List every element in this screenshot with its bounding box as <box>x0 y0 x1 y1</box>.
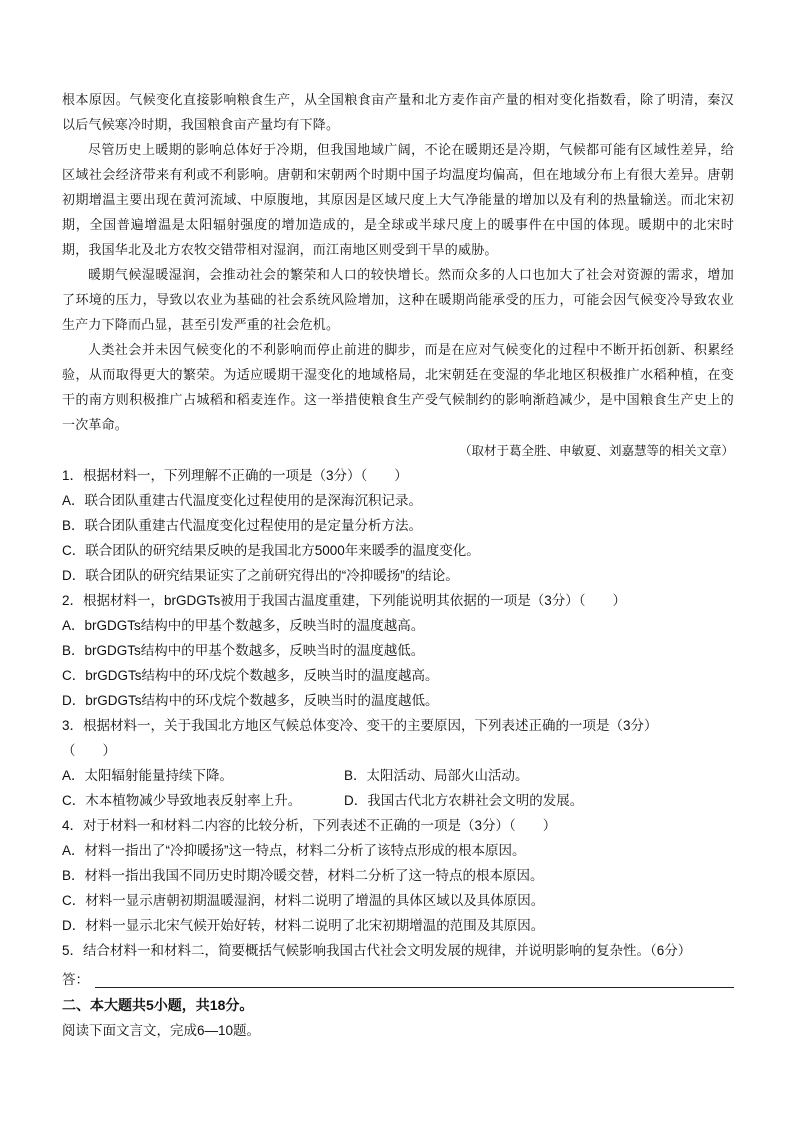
section-intro: 阅读下面文言文，完成6—10题。 <box>62 1023 261 1038</box>
answer-area[interactable] <box>62 963 734 988</box>
question-3-option-d: D．我国古代北方农耕社会文明的发展。 <box>344 793 584 808</box>
question-4-option-d: D．材料一显示北宋气候开始好转，材料二说明了北宋初期增温的范围及其原因。 <box>62 918 545 933</box>
passage-paragraph-4: 人类社会并未因气候变化的不利影响而停止前进的脚步，而是在应对气候变化的过程中不断开拓创新、积累经验，从而取得更大的繁荣。为适应暖期干湿变化的地域格局，北宋朝廷在变湿的华北地区积极推广水稻种植，在变干的南方则积极推广占城稻和稻麦连作。这一举措使粮食生产受气候制约的影响渐趋减少，是中国粮食生产史上的一次革命。 <box>62 343 734 433</box>
passage-paragraph-1: 根本原因。气候变化直接影响粮食生产，从全国粮食亩产量和北方麦作亩产量的相对变化指数看，除了明清，秦汉以后气候寒冷时期，我国粮食亩产量均有下降。 <box>62 93 734 133</box>
passage-paragraph-3: 暖期气候湿暖湿润，会推动社会的繁荣和人口的较快增长。然而众多的人口也加大了社会对资源的需求，增加了环境的压力，导致以农业为基础的社会系统风险增加，这种在暖期尚能承受的压力，可能会因气候变冷导致农业生产力下降而凸显，甚至引发严重的社会危机。 <box>62 268 734 333</box>
question-3-options-row-1 <box>62 763 734 788</box>
question-1-option-c: C．联合团队的研究结果反映的是我国北方5000年来暖季的温度变化。 <box>62 543 480 558</box>
question-5-stem: 5．结合材料一和材料二，简要概括气候影响我国古代社会文明发展的规律，并说明影响的复杂性。（6分） <box>62 943 692 958</box>
question-4-option-c: C．材料一显示唐朝初期温暖湿润，材料二说明了增温的具体区域以及具体原因。 <box>62 893 545 908</box>
question-4-option-b: B．材料一指出我国不同历史时期冷暖交替，材料二分析了这一特点的根本原因。 <box>62 868 544 883</box>
question-2-option-b: B．brGDGTs结构中的甲基个数越多，反映当时的温度越低。 <box>62 643 425 658</box>
answer-line[interactable] <box>95 970 734 988</box>
question-3-options-row-2 <box>62 788 734 813</box>
exam-page <box>62 88 734 1043</box>
question-1-option-a: A．联合团队重建古代温度变化过程使用的是深海沉积记录。 <box>62 493 423 508</box>
question-1-option-b: B．联合团队重建古代温度变化过程使用的是定量分析方法。 <box>62 518 423 533</box>
answer-label: 答： <box>62 972 89 987</box>
question-3-stem: 3．根据材料一，关于我国北方地区气候总体变冷、变干的主要原因，下列表述正确的一项是（3分） <box>62 718 658 733</box>
question-4-stem: 4．对于材料一和材料二内容的比较分析，下列表述不正确的一项是（3分）（ ） <box>62 818 557 833</box>
section-heading: 二、本大题共5小题，共18分。 <box>62 997 254 1013</box>
question-3-option-b: B．太阳活动、局部火山活动。 <box>344 768 529 783</box>
question-2-option-c: C．brGDGTs结构中的环戊烷个数越多，反映当时的温度越高。 <box>62 668 439 683</box>
passage-source: （取材于葛全胜、申敏夏、刘嘉慧等的相关文章） <box>458 443 734 458</box>
question-1-stem: 1．根据材料一，下列理解不正确的一项是（3分）（ ） <box>62 468 408 483</box>
question-2-option-d: D．brGDGTs结构中的环戊烷个数越多，反映当时的温度越低。 <box>62 693 439 708</box>
question-2-option-a: A．brGDGTs结构中的甲基个数越多，反映当时的温度越高。 <box>62 618 425 633</box>
question-1-option-d: D．联合团队的研究结果证实了之前研究得出的“冷抑暖扬”的结论。 <box>62 568 459 583</box>
question-4-option-a: A．材料一指出了“冷抑暖扬”这一特点，材料二分析了该特点形成的根本原因。 <box>62 843 526 858</box>
question-3-stem-bracket: （ ） <box>62 743 116 758</box>
question-3-option-c: C．木本植物减少导致地表反射率上升。 <box>62 793 302 808</box>
question-3-option-a: A．太阳辐射能量持续下降。 <box>62 768 234 783</box>
passage-paragraph-2: 尽管历史上暖期的影响总体好于冷期，但我国地域广阔，不论在暖期还是冷期，气候都可能有区域性差异，给区域社会经济带来有利或不利影响。唐朝和宋朝两个时期中国子均温度均偏高，但在地域分布上有很大差异。唐朝初期增温主要出现在黄河流域、中原腹地，其原因是区域尺度上大气净能量的增加以及有利的热量输送。而北宋初期，全国普遍增温是太阳辐射强度的增加造成的，是全球或半球尺度上的暖事件在中国的体现。暖期中的北宋时期，我国华北及北方农牧交错带相对湿润，而江南地区则受到干旱的威胁。 <box>62 143 734 258</box>
question-2-stem: 2．根据材料一，brGDGTs被用于我国古温度重建，下列能说明其依据的一项是（3分）（ ） <box>62 593 627 608</box>
